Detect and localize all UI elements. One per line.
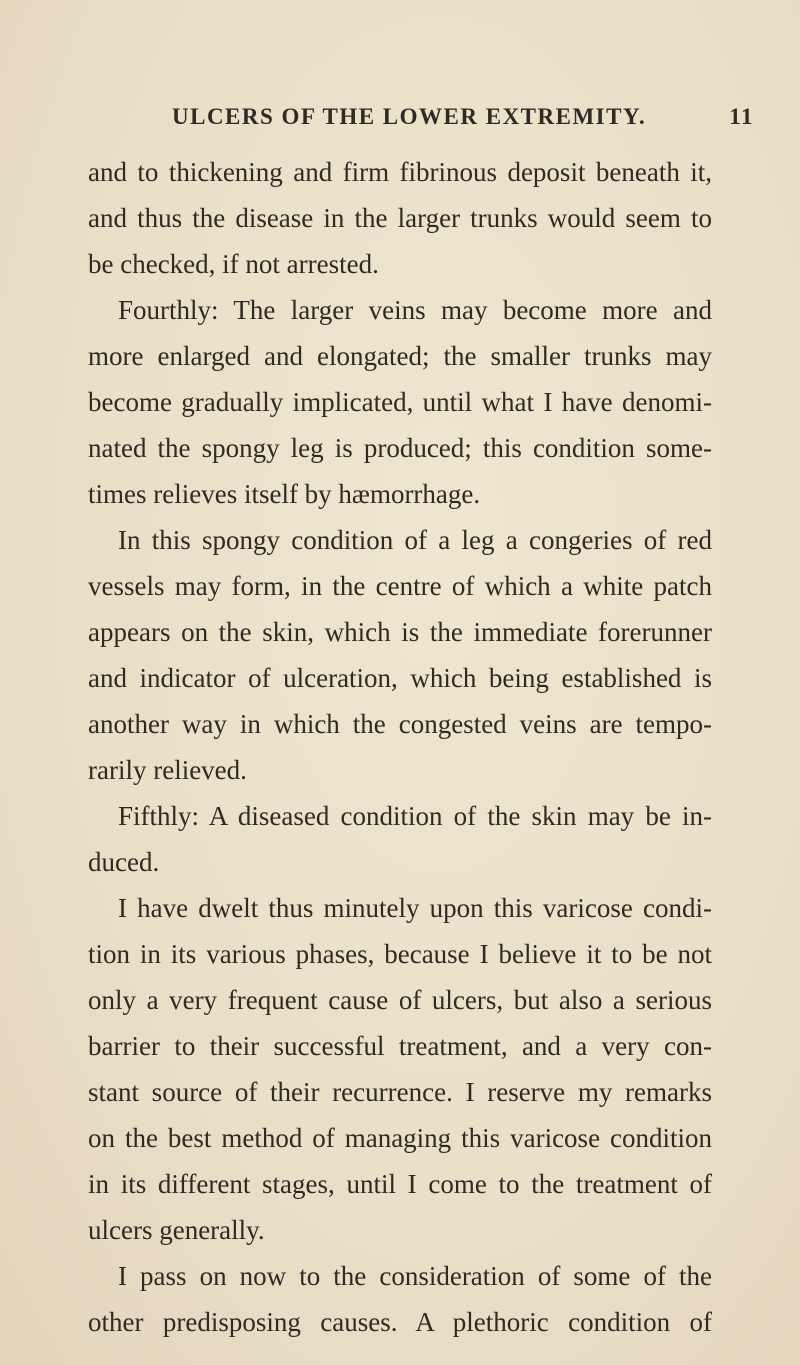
text-line: stant source of their recurrence. I reserve my remarks [88,1077,712,1107]
text-line: ulcers generally. [88,1215,265,1245]
text-line: Fourthly: The larger veins may become more and [118,295,712,325]
text-line: on the best method of managing this varicose condition [88,1123,712,1153]
text-line: rarily relieved. [88,755,247,785]
text-line: become gradually implicated, until what I have denomi- [88,387,712,417]
text-line: nated the spongy leg is produced; this condition some- [88,433,712,463]
running-header [172,104,754,136]
text-line: another way in which the congested veins are tempo- [88,709,712,739]
text-line: vessels may form, in the centre of which a white patch [88,571,712,601]
text-line: more enlarged and elongated; the smaller trunks may [88,341,712,371]
text-line: I pass on now to the consideration of some of the [118,1261,712,1291]
text-line: Fifthly: A diseased condition of the skin may be in- [118,801,712,831]
text-line: only a very frequent cause of ulcers, but also a serious [88,985,712,1015]
text-line: and to thickening and firm fibrinous deposit beneath it, [88,157,712,187]
text-line: duced. [88,847,160,877]
text-line: and thus the disease in the larger trunks would seem to [88,203,712,233]
text-line: be checked, if not arrested. [88,249,379,279]
page-number: 11 [729,104,754,129]
text-line: In this spongy condition of a leg a congeries of red [118,525,712,555]
text-line: I have dwelt thus minutely upon this varicose condi- [118,893,712,923]
text-line: times relieves itself by hæmorrhage. [88,479,481,509]
text-line: in its different stages, until I come to the treatment of [88,1169,712,1199]
text-line: tion in its various phases, because I believe it to be not [88,939,712,969]
text-line: and indicator of ulceration, which being established is [88,663,712,693]
running-title: ULCERS OF THE LOWER EXTREMITY. [172,104,647,129]
text-line: barrier to their successful treatment, and a very con- [88,1031,712,1061]
text-line: other predisposing causes. A plethoric condition of [88,1307,712,1337]
text-line: appears on the skin, which is the immediate forerunner [88,617,712,647]
